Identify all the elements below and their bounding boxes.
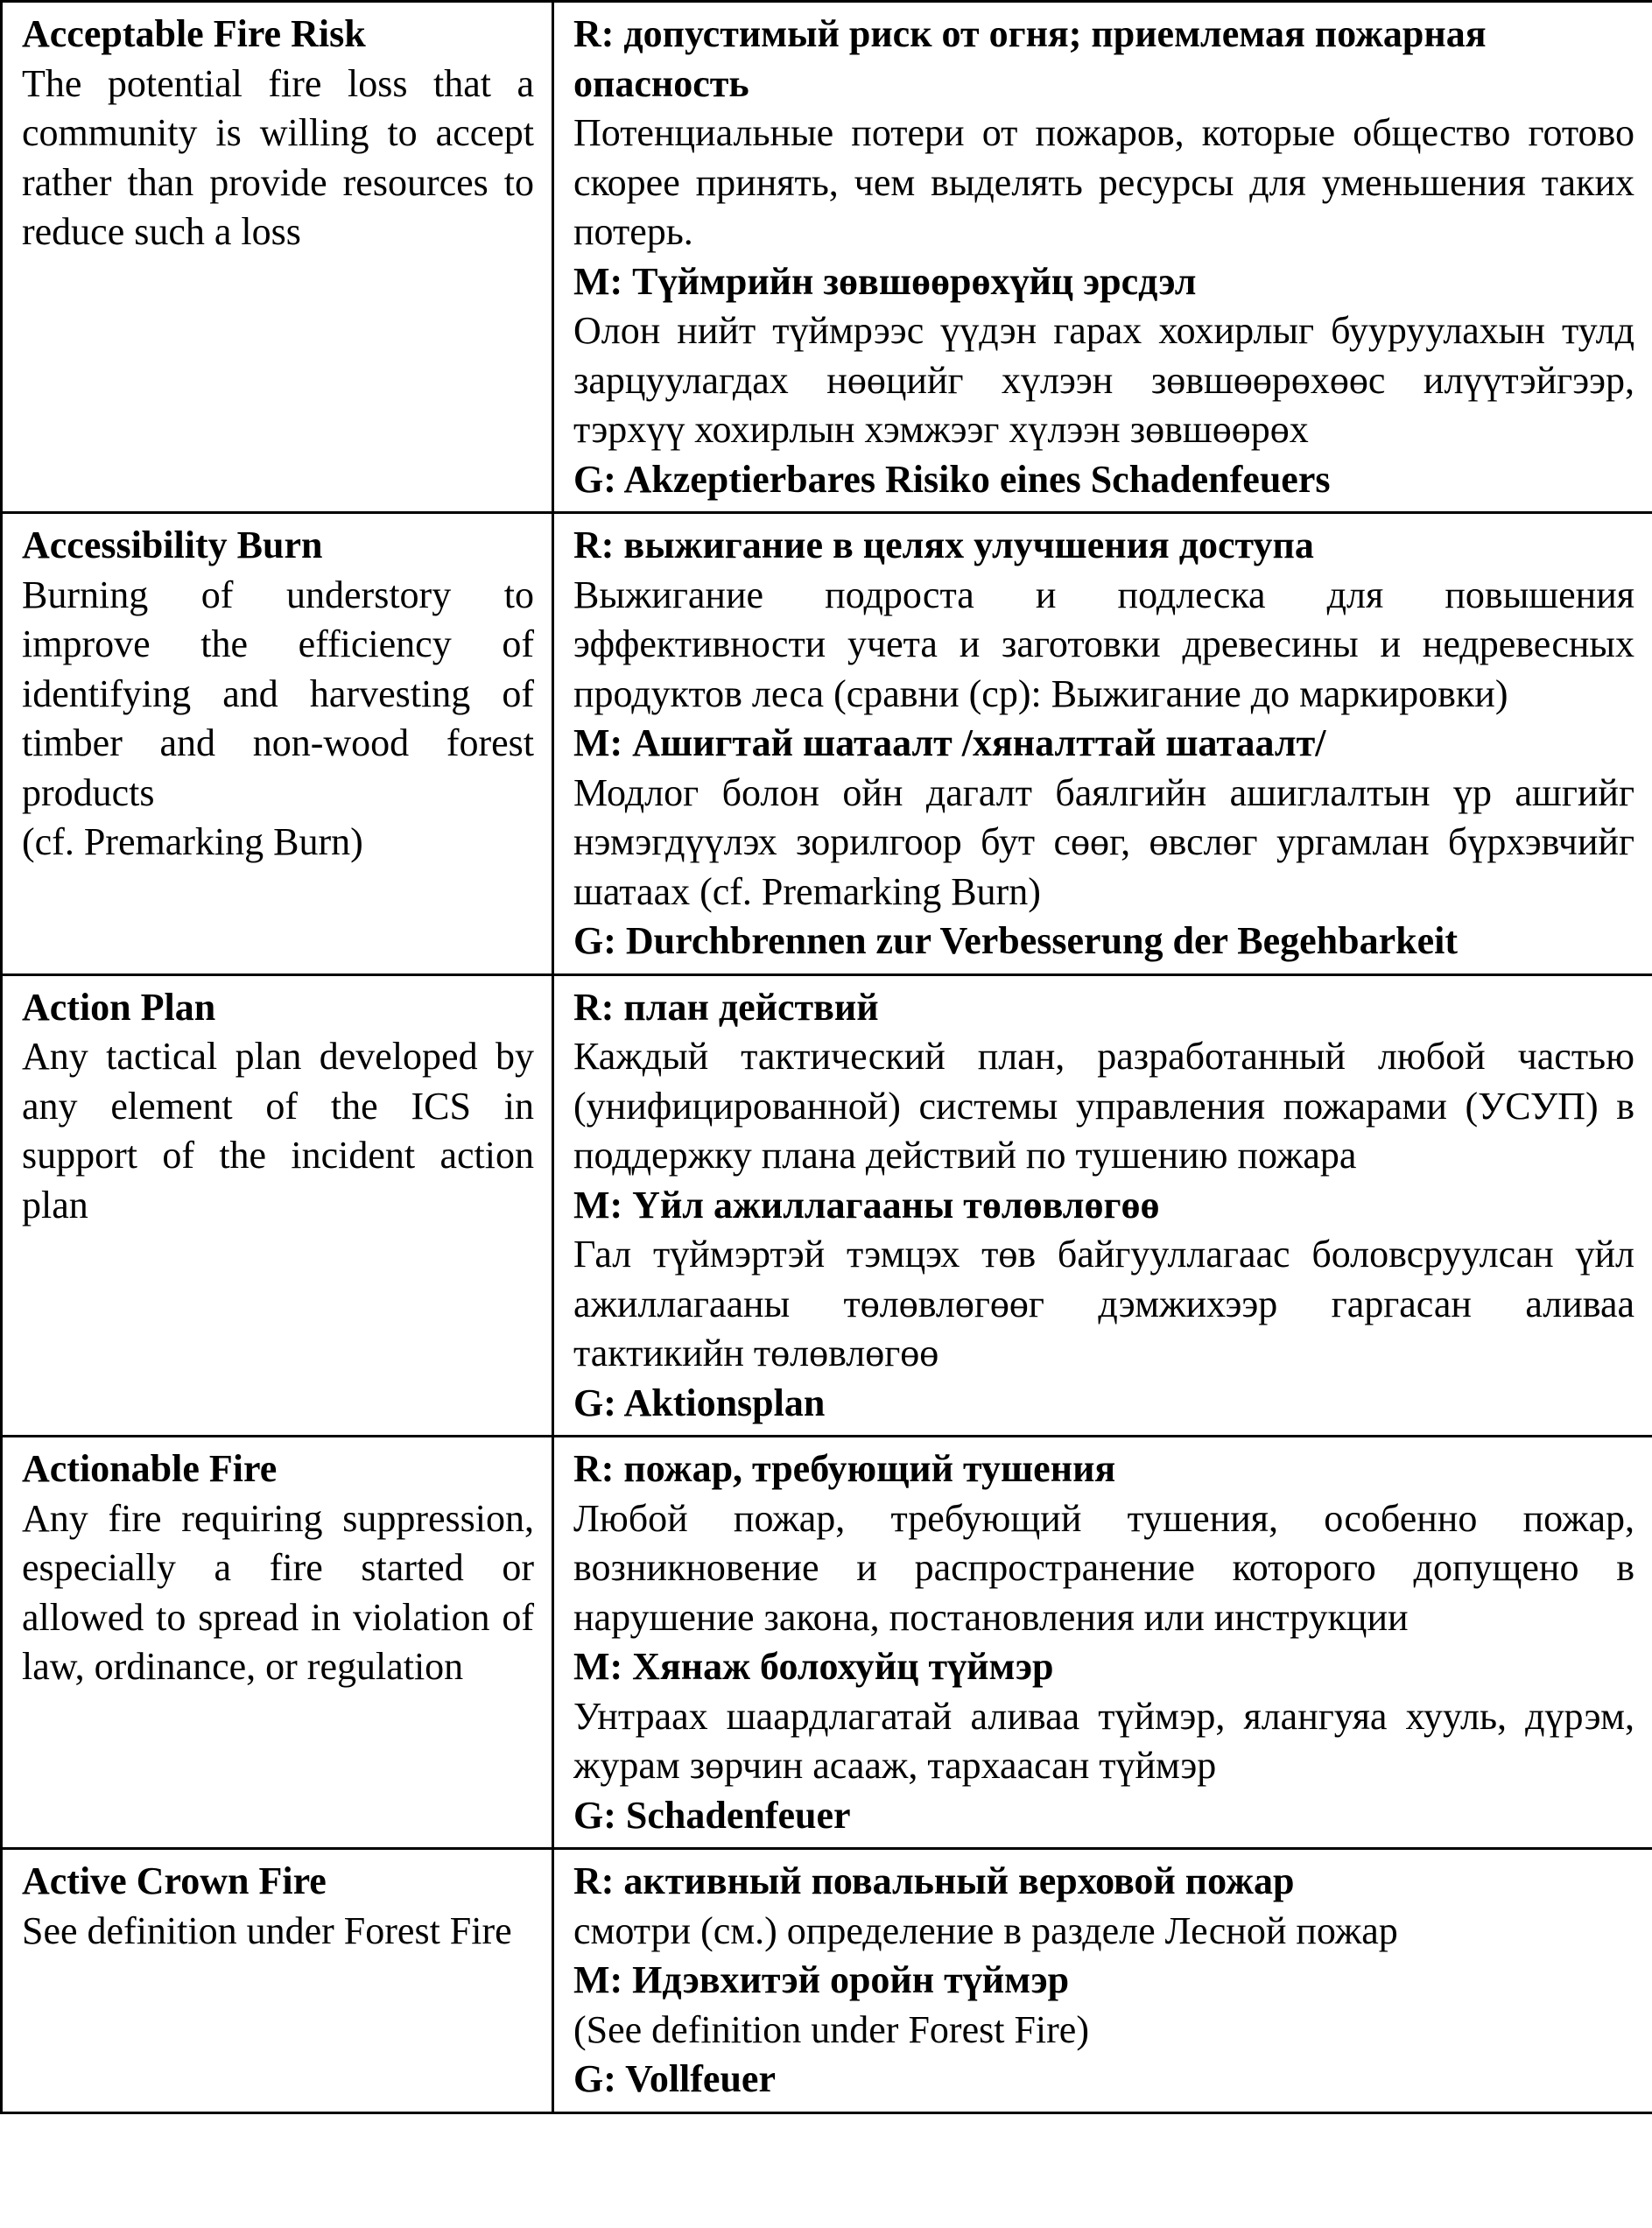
term-title: Actionable Fire <box>22 1447 278 1490</box>
term-cell <box>2 2 553 513</box>
glossary-row <box>2 2 1652 513</box>
term-cell <box>2 974 553 1437</box>
translation-cell <box>553 1437 1652 1849</box>
term-cell <box>2 1849 553 2113</box>
german-term: G: Aktionsplan <box>573 1381 826 1424</box>
term-definition: Burning of understory to improve the efficiency of identifying and harvesting of timber and non-wood forest products <box>22 573 534 814</box>
term-definition: See definition under Forest Fire <box>22 1908 512 1952</box>
mongolian-term: M: Үйл ажиллагааны төлөвлөгөө <box>573 1183 1160 1226</box>
translation-cell <box>553 974 1652 1437</box>
term-cell <box>2 1437 553 1849</box>
mongolian-term: M: Түймрийн зөвшөөрөхүйц эрсдэл <box>573 259 1197 303</box>
mongolian-term: M: Хянаж болохуйц түймэр <box>573 1645 1054 1688</box>
russian-term: R: выжигание в целях улучшения доступа <box>573 524 1314 566</box>
russian-definition: Любой пожар, требующий тушения, особенно пожар, возникновение и распространение которого допущено в нарушение закона, постановления или инструкции <box>573 1496 1634 1639</box>
term-title: Acceptable Fire Risk <box>22 12 366 55</box>
term-cross-reference: (cf. Premarking Burn) <box>22 820 363 863</box>
glossary-row <box>2 1437 1652 1849</box>
term-title: Action Plan <box>22 985 216 1029</box>
russian-definition: Выжигание подроста и подлеска для повышения эффективности учета и заготовки древесины и недревесных продуктов леса (сравни (ср): Выжигание до маркировки) <box>573 573 1634 715</box>
russian-term: R: план действий <box>573 985 879 1029</box>
russian-term: R: активный повальный верховой пожар <box>573 1859 1295 1902</box>
translation-cell <box>553 513 1652 975</box>
glossary-row <box>2 513 1652 975</box>
glossary-row <box>2 974 1652 1437</box>
glossary-row <box>2 1849 1652 2113</box>
mongolian-definition: Гал түймэртэй тэмцэх төв байгууллагаас боловсруулсан үйл ажиллагааны төлөвлөгөөг дэмжихээр гаргасан аливаа тактикийн төлөвлөгөө <box>573 1233 1634 1374</box>
russian-definition: смотри (см.) определение в разделе Лесной пожар <box>573 1908 1398 1952</box>
german-term: G: Vollfeuer <box>573 2057 776 2100</box>
russian-definition: Каждый тактический план, разработанный любой частью (унифицированной) системы управления пожарами (УСУП) в поддержку плана действий по тушению пожара <box>573 1035 1634 1177</box>
german-term: G: Akzeptierbares Risiko eines Schadenfeuers <box>573 457 1331 501</box>
mongolian-definition: Олон нийт түймрээс үүдэн гарах хохирлыг бууруулахын тулд зарцуулагдах нөөцийг хүлээн зөвшөөрөхөөс илүүтэйгээр, тэрхүү хохирлын хэмжээг хүлээн зөвшөөрөх <box>573 309 1634 451</box>
mongolian-definition: Унтраах шаардлагатай аливаа түймэр, ялангуяа хууль, дүрэм, журам зөрчин асааж, тархаасан түймэр <box>573 1694 1634 1787</box>
translation-cell <box>553 2 1652 513</box>
german-term: G: Durchbrennen zur Verbesserung der Begehbarkeit <box>573 919 1459 962</box>
mongolian-definition: (See definition under Forest Fire) <box>573 2007 1089 2051</box>
translation-cell <box>553 1849 1652 2113</box>
mongolian-term: M: Идэвхитэй оройн түймэр <box>573 1958 1070 2001</box>
russian-term: R: пожар, требующий тушения <box>573 1447 1116 1490</box>
russian-definition: Потенциальные потери от пожаров, которые общество готово скорее принять, чем выделять ресурсы для уменьшения таких потерь. <box>573 111 1634 253</box>
term-definition: The potential fire loss that a community is willing to accept rather than provide resources to reduce such a loss <box>22 61 534 253</box>
russian-term: R: допустимый риск от огня; приемлемая пожарная опасность <box>573 12 1487 105</box>
term-cell <box>2 513 553 975</box>
german-term: G: Schadenfeuer <box>573 1793 851 1837</box>
mongolian-definition: Модлог болон ойн дагалт баялгийн ашиглалтын үр ашгийг нэмэгдүүлэх зорилгоор бут сөөг, өвслөг ургамлан бүрхэвчийг шатаах (cf. Premarking Burn) <box>573 770 1634 913</box>
term-definition: Any fire requiring suppression, especially a fire started or allowed to spread in violation of law, ordinance, or regulation <box>22 1496 534 1688</box>
term-title: Active Crown Fire <box>22 1859 327 1902</box>
term-title: Accessibility Burn <box>22 524 323 566</box>
mongolian-term: M: Ашигтай шатаалт /хяналттай шатаалт/ <box>573 721 1326 764</box>
term-definition: Any tactical plan developed by any element of the ICS in support of the incident action plan <box>22 1035 534 1226</box>
